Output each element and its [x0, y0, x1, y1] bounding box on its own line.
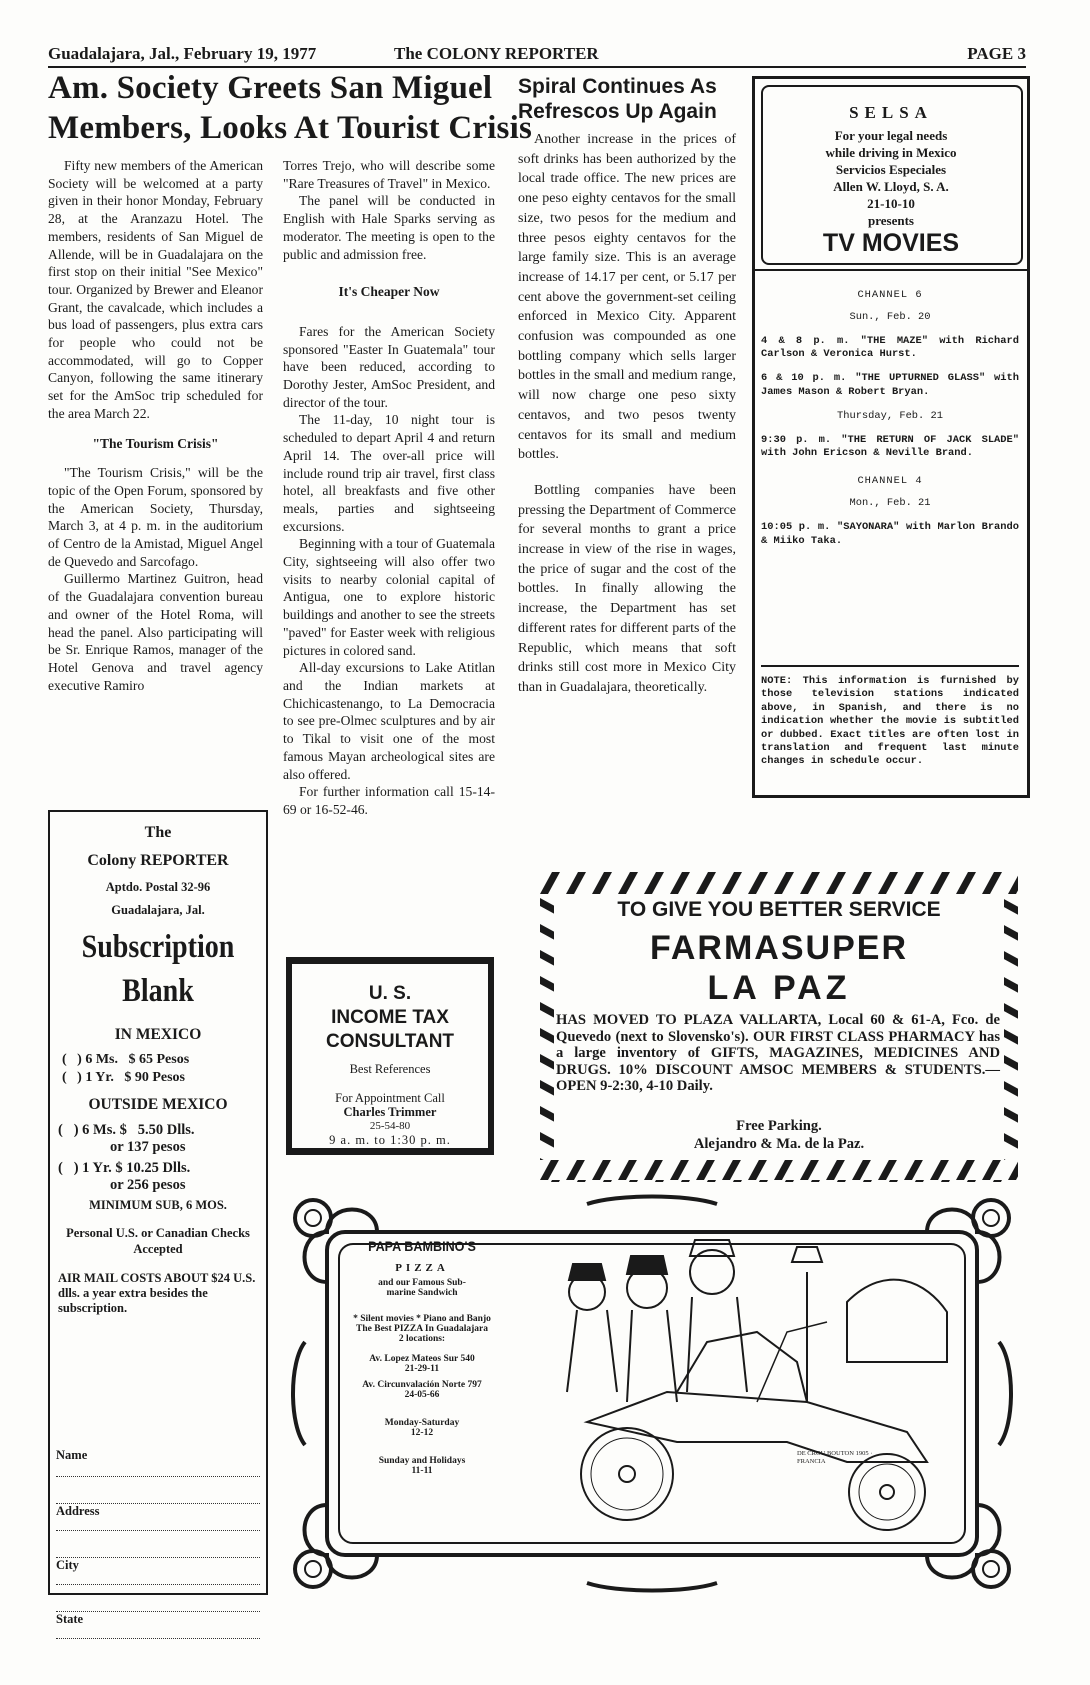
lead-paragraph: Fares for the American Society sponsored "Easter In Guatemala" tour have been reduced, according to Dorothy Jester, AmSoc President, and director of the tour.: [283, 323, 495, 410]
tv-listing-item: 4 & 8 p. m. "THE MAZE" with Richard Carlson & Veronica Hurst.: [761, 334, 1019, 361]
spiral-paragraph: Bottling companies have been pressing the Department of Commerce for several months to grant a price increase in view of the rise in wages, the price of sugar and the cost of the bottles. In finally allowing the increase, the Department has set different rates for different parts of the Republic, which means that soft drinks still cost more in Mexico City than in Guadalajara, theoretically.: [518, 482, 736, 695]
sub-field-label: City: [56, 1558, 79, 1572]
papa-location-2-phone: 24-05-66: [404, 1390, 440, 1400]
lead-headline-line-2: Members, Looks At Tourist Crisis: [48, 110, 533, 146]
farma-tagline: TO GIVE YOU BETTER SERVICE: [617, 898, 941, 921]
sub-field-blank[interactable]: [56, 1531, 260, 1558]
sub-paper-the: The: [144, 824, 172, 841]
lead-paragraph: The panel will be conducted in English with Hale Sparks serving as moderator. The meeting is open to the public and admission free.: [283, 193, 495, 262]
sub-mx-6-months[interactable]: ( ) 6 Ms. $ 65 Pesos: [62, 1052, 190, 1067]
papa-hours-1: Monday-Saturday: [384, 1418, 460, 1428]
farma-name-2: LA PAZ: [707, 969, 851, 1007]
lead-paragraph: The 11-day, 10 night tour is scheduled to depart April 4 and return April 14. The over-all price will include round trip air travel, first class hotel, all breakfasts and five other meals, parties and sightseeing excursions.: [283, 412, 495, 534]
sub-mx-1-year[interactable]: ( ) 1 Yr. $ 90 Pesos: [62, 1070, 186, 1085]
sub-field-blank[interactable]: [56, 1477, 260, 1504]
tv-channel-heading: CHANNEL 4: [857, 475, 923, 488]
tax-line-4: 9 a. m. to 1:30 p. m.: [329, 1133, 451, 1147]
sub-field-label: State: [56, 1612, 84, 1626]
farma-owners: Alejandro & Ma. de la Paz.: [693, 1136, 865, 1152]
tv-listing-item: 10:05 p. m. "SAYONARA" with Marlon Brando & Miiko Taka.: [761, 520, 1019, 547]
vintage-car-illustration: [567, 1240, 947, 1530]
sub-field-label: Address: [56, 1504, 100, 1518]
lead-paragraph: For further information call 15-14-69 or 16-52-46.: [283, 784, 495, 817]
selsa-line: while driving in Mexico: [825, 145, 957, 160]
sub-address-1: Aptdo. Postal 32-96: [105, 880, 211, 894]
tv-day-heading: Mon., Feb. 21: [849, 496, 931, 509]
tv-listing-item: 9:30 p. m. "THE RETURN OF JACK SLADE" with John Ericson & Neville Brand.: [761, 433, 1019, 460]
sub-title-1: Subscription: [81, 929, 235, 965]
subscription-blank-box: [48, 810, 268, 1626]
papa-sub-1: and our Famous Sub-: [378, 1278, 466, 1288]
sub-in-mexico: IN MEXICO: [114, 1026, 202, 1043]
sub-field-address[interactable]: [56, 1504, 260, 1531]
masthead-dateline: Guadalajara, Jal., February 19, 1977: [48, 44, 317, 63]
papa-text-block: [322, 1230, 522, 1476]
sub-field-city[interactable]: [56, 1558, 260, 1585]
masthead-page-number: PAGE 3: [967, 44, 1026, 63]
lead-paragraph: Guillermo Martinez Guitron, head of the Guadalajara convention bureau and owner of the Hotel Roma, will head the panel. Also participating will be Sr. Enrique Ramos, manager of the Hotel Genova and travel agency executive Ramiro: [48, 571, 263, 693]
sub-airmail: AIR MAIL COSTS ABOUT $24 U.S. dlls. a year extra besides the subscription.: [58, 1271, 256, 1315]
selsa-name: SELSA: [849, 103, 933, 122]
papa-artist-signature: DE CROU BOUTON 1905 · FRANCIA: [797, 1450, 873, 1465]
papa-location-1: Av. Lopez Mateos Sur 540: [369, 1354, 475, 1364]
papa-name: PAPA BAMBINO'S: [368, 1238, 476, 1254]
tv-listing-item: 6 & 10 p. m. "THE UPTURNED GLASS" with James Mason & Robert Bryan.: [761, 372, 1019, 398]
sub-field-blank[interactable]: [56, 1585, 260, 1612]
sub-checks: Personal U.S. or Canadian Checks Accepted: [66, 1226, 250, 1256]
selsa-line: Servicios Especiales: [835, 162, 947, 177]
sub-out-1-pesos: or 256 pesos: [110, 1177, 186, 1193]
sub-outside-mexico: OUTSIDE MEXICO: [88, 1096, 228, 1113]
masthead: [48, 44, 1026, 66]
farma-body: HAS MOVED TO PLAZA VALLARTA, Local 60 & 61-A, Fco. de Quevedo (next to Slovensko's). OUR FIRST CLASS PHARMACY has a large inventory of GIFTS, MAGAZINES, MEDICINES AND DRUGS. 10% DISCOUNT AMSOC MEMBERS & STUDENTS.— OPEN 9-2:30, 4-10 Daily.: [556, 1012, 1000, 1095]
tax-title-3: CONSULTANT: [325, 1031, 455, 1052]
papa-locations: 2 locations:: [398, 1334, 446, 1344]
tv-day-heading: Thursday, Feb. 21: [836, 409, 943, 422]
sub-out-6-pesos: or 137 pesos: [110, 1139, 186, 1155]
tv-day-heading: Sun., Feb. 20: [849, 310, 931, 323]
sub-out-1-year[interactable]: ( ) 1 Yr. $ 10.25 Dlls.: [58, 1160, 191, 1176]
tv-note: NOTE: This information is furnished by those television stations indicated above, in Spanish, and there is no indication whether the movie is subtitled or dubbed. Exact titles are often lost in translation and frequent last minute changes in schedule occur.: [761, 665, 1019, 769]
papa-hours-2: Sunday and Holidays: [378, 1456, 466, 1466]
sub-address-2: Guadalajara, Jal.: [111, 903, 205, 917]
tax-line-1: For Appointment Call: [335, 1091, 445, 1105]
farma-parking: Free Parking.: [736, 1118, 822, 1134]
lead-column-2: [283, 157, 495, 819]
lead-paragraph: "The Tourism Crisis," will be the topic of the Open Forum, sponsored by the American Society, Thursday, March 3, at 4 p. m. in the auditorium of Centro de la Amistad, Miguel Angel de Quevedo and Sarcofago.: [48, 465, 263, 569]
sub-minimum: MINIMUM SUB, 6 MOS.: [89, 1198, 227, 1212]
papa-hours-1-time: 12-12: [410, 1428, 434, 1438]
tax-title-2: INCOME TAX: [331, 1007, 449, 1028]
sub-field-state[interactable]: [56, 1612, 260, 1639]
tv-movies-box: [752, 76, 1030, 798]
selsa-lines: [769, 127, 1013, 229]
tax-line-2: Charles Trimmer: [343, 1105, 437, 1119]
spiral-headline: Spiral Continues As Refrescos Up Again: [518, 75, 717, 123]
lead-headline: [48, 68, 533, 148]
papa-location-1-phone: 21-29-11: [404, 1364, 440, 1374]
sub-field-label: Name: [56, 1448, 88, 1462]
tax-line-3: 25-54-80: [369, 1120, 411, 1132]
tax-title-1: U. S.: [368, 983, 412, 1004]
papa-location-2: Av. Circunvalación Norte 797: [362, 1380, 482, 1390]
papa-sub-2: marine Sandwich: [386, 1288, 458, 1298]
lead-paragraph: Torres Trejo, who will describe some "Rare Treasures of Travel" in Mexico.: [283, 158, 495, 191]
farma-name-1: FARMASUPER: [649, 929, 909, 967]
papa-features-1: * Silent movies * Piano and Banjo: [353, 1314, 491, 1324]
sub-field-name[interactable]: [56, 1448, 260, 1477]
spiral-paragraph: Another increase in the prices of soft drinks has been authorized by the local trade office. The new prices are one peso eighty centavos for the small size, two pesos for the medium and three pesos eighty centavos for the large family size. This is an average increase of 14.17 per cent, or 5.17 per cent above the government-set ceiling enforced in Mexico City. Apparent confusion was compounded as one bottling company which sells larger bottles in the small and medium range, will now charge one peso sixty centavos, and two pesos twenty centavos for its small and medium bottles.: [518, 132, 736, 463]
tv-channel-heading: CHANNEL 6: [857, 289, 923, 301]
lead-column-1: [48, 157, 263, 694]
lead-paragraph: Beginning with a tour of Guatemala City, sightseeing will also offer two visits to nearby colonial capital of Antigua, one to explore historic buildings and another to see the streets "paved" for Easter week with religious pictures in colored sand.: [283, 536, 495, 658]
tv-movies-title: TV MOVIES: [822, 229, 960, 257]
tax-references: Best References: [349, 1062, 431, 1076]
sub-form-fields: [56, 1448, 260, 1639]
selsa-header: [755, 79, 1027, 271]
tv-listing: [761, 275, 1019, 558]
lead-headline-line-1: Am. Society Greets San Miguel: [48, 70, 493, 106]
sub-out-6-months[interactable]: ( ) 6 Ms. $ 5.50 Dlls.: [58, 1122, 195, 1138]
papa-hours-2-time: 11-11: [411, 1466, 433, 1476]
selsa-line: For your legal needs: [834, 128, 948, 143]
masthead-paper-name: The COLONY REPORTER: [394, 44, 599, 63]
lead-paragraph: Fifty new members of the American Society will be welcomed at a party given in their honor Monday, February 28, at the Aranzazu Hotel. The members, residents of San Miguel de Allende, will be in Guadalajara on the first stop on their initial "See Mexico" tour. Organized by Brewer and Eleanor Grant, the cavalcade, which includes a bus load of passengers, plus extra cars for people who could not be accommodated, will go to Copper Canyon, following the same itinerary set for the AmSoc trip scheduled for the area March 22.: [48, 158, 263, 421]
papa-bambino-ad: [287, 1192, 1017, 1595]
sub-paper-name: Colony REPORTER: [87, 852, 229, 869]
income-tax-ad: [286, 957, 494, 1155]
lead-paragraph: All-day excursions to Lake Atitlan and the Indian markets at Chichicastenango, to La Democracia to see pre-Olmec sculptures and by air to Tikal to visit one of the most famous Mayan archeological sites are also offered.: [283, 660, 495, 782]
cheaper-now-subhead: It's Cheaper Now: [338, 284, 440, 300]
papa-features-2: The Best PIZZA In Guadalajara: [356, 1324, 488, 1334]
tourism-crisis-subhead: "The Tourism Crisis": [92, 435, 219, 451]
selsa-line: 21-10-10: [867, 196, 915, 211]
selsa-line: presents: [868, 213, 914, 228]
selsa-line: Allen W. Lloyd, S. A.: [833, 179, 949, 194]
sub-title-2: Blank: [122, 973, 194, 1009]
farmasuper-ad: [540, 872, 1018, 1182]
papa-pizza: PIZZA: [395, 1262, 449, 1274]
spiral-story: [518, 130, 736, 698]
